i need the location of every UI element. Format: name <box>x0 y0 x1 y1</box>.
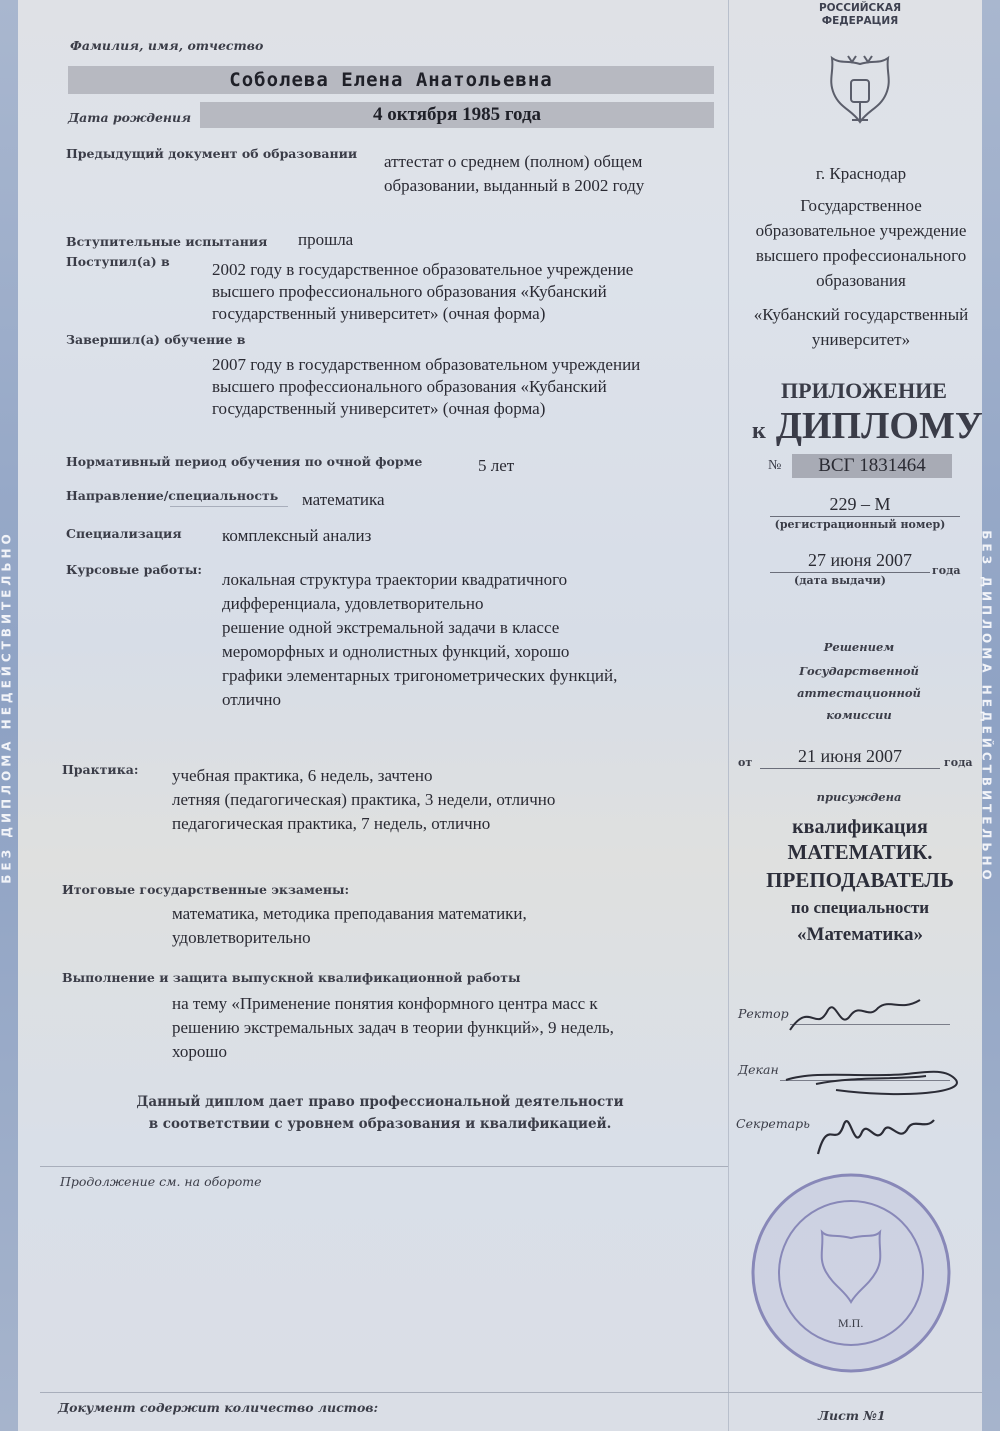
admitted-label: Поступил(а) в <box>66 254 170 269</box>
coursework-line: решение одной экстремальной задачи в классе <box>222 618 560 637</box>
birth-date: 4 октября 1985 года <box>372 104 542 125</box>
direction-underline <box>170 506 288 507</box>
admitted-line1: 2002 году в государственное образовательное учреждение <box>212 260 634 279</box>
specialization-value: комплексный анализ <box>222 526 372 545</box>
institution-line: образовательное учреждение <box>755 221 967 240</box>
appendix-title-2 <box>752 404 983 448</box>
coursework-line: локальная структура траектории квадратичного <box>222 570 568 589</box>
entrance-value: прошла <box>298 230 354 249</box>
prev-doc-line2: образовании, выданный в 2002 году <box>384 176 645 195</box>
thesis-line: на тему «Применение понятия конформного центра масс к <box>172 994 598 1013</box>
coursework-line: отлично <box>222 690 282 709</box>
practice-label: Практика: <box>62 762 139 777</box>
rector-label: Ректор <box>738 1006 789 1021</box>
prev-doc-label: Предыдущий документ об образовании <box>66 146 358 161</box>
coursework-line: мероморфных и однолистных функций, хорошо <box>222 642 570 661</box>
direction-label: Направление/специальность <box>66 488 279 503</box>
coursework-label: Курсовые работы: <box>66 562 202 577</box>
commission-underline <box>760 768 940 769</box>
number-prefix: № <box>768 458 782 473</box>
qualification-line3: ПРЕПОДАВАТЕЛЬ <box>766 868 954 892</box>
issue-caption: (дата выдачи) <box>794 574 886 587</box>
rights-line2: в соответствии с уровнем образования и квалификацией. <box>148 1116 612 1132</box>
institution-line: «Кубанский государственный <box>753 305 969 324</box>
qualification-line5: «Математика» <box>797 924 923 945</box>
appendix-prefix: к <box>752 418 766 444</box>
thesis-line: хорошо <box>172 1042 227 1061</box>
registration-number: 229 – М <box>829 494 891 514</box>
commission-date: 21 июня 2007 <box>798 746 902 766</box>
period-label: Нормативный период обучения по очной форме <box>66 454 423 469</box>
appendix-diploma: ДИПЛОМУ <box>775 405 983 447</box>
institution-line: высшего профессионального <box>755 246 967 265</box>
rights-line1: Данный диплом дает право профессиональной деятельности <box>136 1094 624 1110</box>
reg-caption: (регистрационный номер) <box>774 518 946 531</box>
finished-label: Завершил(а) обучение в <box>66 332 246 347</box>
exams-label: Итоговые государственные экзамены: <box>62 882 350 897</box>
stamp-place: М.П. <box>838 1316 864 1330</box>
coursework-line: графики элементарных тригонометрических функций, <box>222 666 618 685</box>
full-name: Соболева Елена Анатольевна <box>229 69 553 91</box>
birth-label: Дата рождения <box>68 110 192 125</box>
qualification-line1: квалификация <box>792 816 928 838</box>
column-divider <box>728 0 729 1431</box>
appendix-title: ПРИЛОЖЕНИЕ <box>781 378 947 403</box>
secretary-label: Секретарь <box>736 1116 810 1131</box>
institution-city: г. Краснодар <box>815 164 907 183</box>
bottom-divider <box>40 1166 728 1167</box>
admitted-line3: государственный университет» (очная форма) <box>212 304 546 323</box>
right-strip-text: БЕЗ ДИПЛОМА НЕДЕЙСТВИТЕЛЬНО <box>979 530 994 884</box>
institution-line: Государственное <box>800 196 922 215</box>
exams-line: математика, методика преподавания математики, <box>172 904 527 923</box>
country-line1: РОССИЙСКАЯ <box>818 2 902 14</box>
commission-from: от <box>738 756 753 769</box>
commission-line: аттестационной <box>797 686 921 700</box>
awarded-label: присуждена <box>816 790 902 804</box>
country-line2: ФЕДЕРАЦИЯ <box>821 15 899 27</box>
diploma-number: ВСГ 1831464 <box>818 455 926 476</box>
direction-value: математика <box>302 490 385 509</box>
practice-line: учебная практика, 6 недель, зачтено <box>172 766 433 785</box>
commission-line: комиссии <box>826 708 892 722</box>
practice-line: педагогическая практика, 7 недель, отлично <box>172 814 491 833</box>
sheets-count-label: Документ содержит количество листов: <box>58 1400 379 1415</box>
practice-line: летняя (педагогическая) практика, 3 недели, отлично <box>172 790 556 809</box>
period-value: 5 лет <box>478 456 515 475</box>
entrance-label: Вступительные испытания <box>66 234 268 249</box>
finished-line3: государственный университет» (очная форма) <box>212 399 546 418</box>
thesis-line: решению экстремальных задач в теории функций», 9 недель, <box>172 1018 614 1037</box>
country-header <box>790 2 930 28</box>
coat-of-arms-icon <box>818 50 902 134</box>
dean-label: Декан <box>738 1062 779 1077</box>
finished-line1: 2007 году в государственном образовательном учреждении <box>212 355 641 374</box>
qualification-line2: МАТЕМАТИК. <box>787 840 933 864</box>
dean-signature <box>776 1050 976 1110</box>
qualification-line4: по специальности <box>790 898 930 917</box>
exams-line: удовлетворительно <box>172 928 311 947</box>
continuation-note: Продолжение см. на обороте <box>60 1174 262 1189</box>
commission-line: Государственной <box>799 664 919 678</box>
sheet-number: Лист №1 <box>818 1408 886 1423</box>
issue-date: 27 июня 2007 <box>808 550 912 570</box>
footer-divider <box>40 1392 982 1393</box>
reg-underline <box>770 516 960 517</box>
left-strip-text: БЕЗ ДИПЛОМА НЕДЕЙСТВИТЕЛЬНО <box>0 530 14 884</box>
issue-underline <box>770 572 930 573</box>
coursework-line: дифференциала, удовлетворительно <box>222 594 484 613</box>
commission-line: Решением <box>823 640 895 654</box>
institution-line: университет» <box>811 330 911 349</box>
secretary-signature <box>810 1106 940 1162</box>
issue-year-suffix: года <box>932 564 961 577</box>
rector-signature <box>780 990 930 1050</box>
name-label: Фамилия, имя, отчество <box>70 38 264 53</box>
finished-line2: высшего профессионального образования «Кубанский <box>212 377 607 396</box>
thesis-label: Выполнение и защита выпускной квалификационной работы <box>62 970 521 985</box>
prev-doc-line1: аттестат о среднем (полном) общем <box>384 152 643 171</box>
commission-year-suffix: года <box>944 756 973 769</box>
admitted-line2: высшего профессионального образования «Кубанский <box>212 282 607 301</box>
institution-line: образования <box>816 271 906 290</box>
official-seal-icon <box>746 1168 956 1378</box>
specialization-label: Специализация <box>66 526 182 541</box>
